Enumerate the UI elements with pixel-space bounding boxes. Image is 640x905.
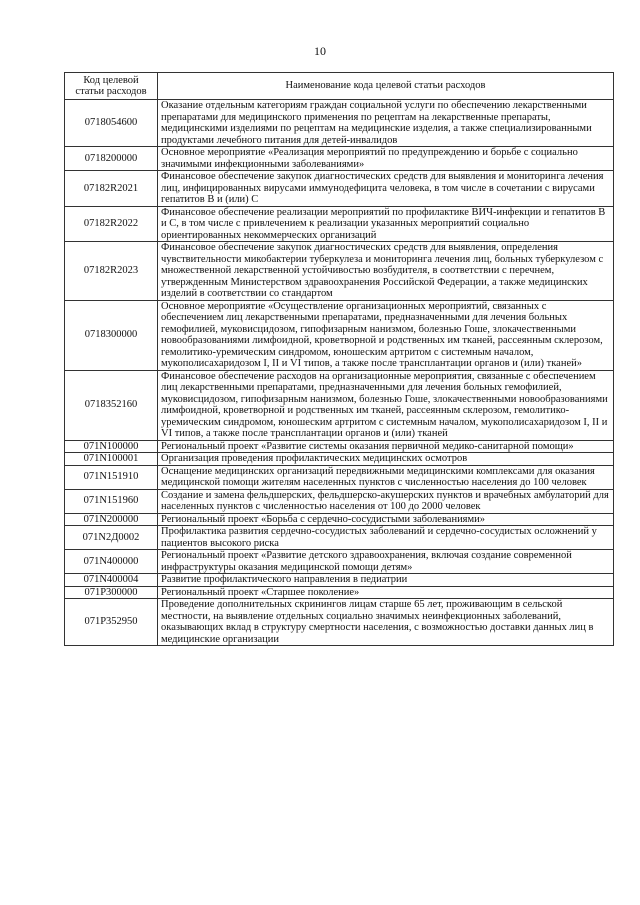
- row-name: Региональный проект «Борьба с сердечно-сосудистыми заболеваниями»: [158, 513, 614, 526]
- table-row: [65, 147, 614, 171]
- table-row: [65, 599, 614, 646]
- row-name: Оказание отдельным категориям граждан социальной услуги по обеспечению лекарственными препаратами для медицинского применения по рецептам на лекарственные препараты, медицинскими изделиями по рецептам на медицинские изделия, а также специализированными продуктами лечебного питания для детей-инвалидов: [158, 100, 614, 147]
- table-row: [65, 171, 614, 207]
- row-name: Развитие профилактического направления в педиатрии: [158, 574, 614, 587]
- row-code: 071N100001: [65, 453, 158, 466]
- row-name: Основное мероприятие «Реализация мероприятий по предупреждению и борьбе с социально значимыми инфекционными заболеваниями»: [158, 147, 614, 171]
- table-header-row: [65, 73, 614, 100]
- row-code: 0718054600: [65, 100, 158, 147]
- row-name: Финансовое обеспечение реализации мероприятий по профилактике ВИЧ-инфекции и гепатитов В и С, в том числе с привлечением к реализации указанных мероприятий социально ориентированных некоммерческих организаций: [158, 206, 614, 242]
- page-number: 10: [314, 44, 326, 58]
- table-row: [65, 100, 614, 147]
- row-code: 071N151910: [65, 465, 158, 489]
- row-code: 071N400004: [65, 574, 158, 587]
- header-name: Наименование кода целевой статьи расходов: [158, 73, 614, 100]
- row-name: Профилактика развития сердечно-сосудистых заболеваний и сердечно-сосудистых осложнений у пациентов высокого риска: [158, 526, 614, 550]
- row-code: 071N200000: [65, 513, 158, 526]
- row-name: Региональный проект «Развитие системы оказания первичной медико-санитарной помощи»: [158, 440, 614, 453]
- table-row: [65, 242, 614, 301]
- table-row: [65, 453, 614, 466]
- row-code: 07182R2021: [65, 171, 158, 207]
- row-name: Региональный проект «Старшее поколение»: [158, 586, 614, 599]
- row-code: 071P300000: [65, 586, 158, 599]
- table-row: [65, 574, 614, 587]
- row-code: 071N100000: [65, 440, 158, 453]
- header-code: Код целевой статьи расходов: [65, 73, 158, 100]
- table-row: [65, 550, 614, 574]
- row-code: 0718300000: [65, 300, 158, 370]
- table-row: [65, 440, 614, 453]
- table-row: [65, 489, 614, 513]
- row-code: 071N400000: [65, 550, 158, 574]
- table-row: [65, 513, 614, 526]
- table-row: [65, 370, 614, 440]
- row-name: Финансовое обеспечение расходов на организационные мероприятия, связанные с обеспечением лиц лекарственными препаратами, предназначенными для лечения больных гемофилией, муковисцидозом, гипофизарным нанизмом, болезнью Гоше, злокачественными новообразованиями лимфоидной, кроветворной и родственных им тканей, рассеянным склерозом, гемолитико-уремическим синдромом, юношеским артритом с системным началом, мукополисахаридозом I, II и VI типов, а также после трансплантации органов и (или) тканей: [158, 370, 614, 440]
- row-code: 0718352160: [65, 370, 158, 440]
- row-name: Финансовое обеспечение закупок диагностических средств для выявления и мониторинга лечения лиц, инфицированных вирусами иммунодефицита человека, в том числе в сочетании с вирусами гепатитов В и (или) С: [158, 171, 614, 207]
- row-name: Создание и замена фельдшерских, фельдшерско-акушерских пунктов и врачебных амбулаторий для населенных пунктов с численностью населения от 100 до 2000 человек: [158, 489, 614, 513]
- table-row: [65, 206, 614, 242]
- row-code: 071N151960: [65, 489, 158, 513]
- budget-codes-table: [64, 72, 614, 646]
- row-code: 07182R2023: [65, 242, 158, 301]
- row-name: Оснащение медицинских организаций передвижными медицинскими комплексами для оказания медицинской помощи жителям населенных пунктов с численностью населения до 100 человек: [158, 465, 614, 489]
- table-row: [65, 526, 614, 550]
- row-code: 071P352950: [65, 599, 158, 646]
- row-code: 07182R2022: [65, 206, 158, 242]
- row-code: 071N2Д0002: [65, 526, 158, 550]
- row-code: 0718200000: [65, 147, 158, 171]
- row-name: Организация проведения профилактических медицинских осмотров: [158, 453, 614, 466]
- row-name: Финансовое обеспечение закупок диагностических средств для выявления, определения чувствительности микобактерии туберкулеза и мониторинга лечения лиц, больных туберкулезом с множественной лекарственной устойчивостью возбудителя, в соответствии с перечнем, утвержденным Министерством здравоохранения Российской Федерации, а также медицинских изделий в соответствии со стандартом: [158, 242, 614, 301]
- row-name: Проведение дополнительных скринингов лицам старше 65 лет, проживающим в сельской местности, на выявление отдельных социально значимых неинфекционных заболеваний, оказывающих вклад в структуру смертности населения, с возможностью доставки данных лиц в медицинские организации: [158, 599, 614, 646]
- table-row: [65, 465, 614, 489]
- row-name: Региональный проект «Развитие детского здравоохранения, включая создание современной инфраструктуры оказания медицинской помощи детям»: [158, 550, 614, 574]
- table-row: [65, 586, 614, 599]
- row-name: Основное мероприятие «Осуществление организационных мероприятий, связанных с обеспечением лиц лекарственными препаратами, предназначенными для лечения больных гемофилией, муковисцидозом, гипофизарным нанизмом, болезнью Гоше, злокачественными новообразованиями лимфоидной, кроветворной и родственных им тканей, рассеянным склерозом, гемолитико-уремическим синдромом, юношеским артритом с системным началом, мукополисахаридозом I, II и VI типов, а также после трансплантации органов и (или) тканей»: [158, 300, 614, 370]
- table-row: [65, 300, 614, 370]
